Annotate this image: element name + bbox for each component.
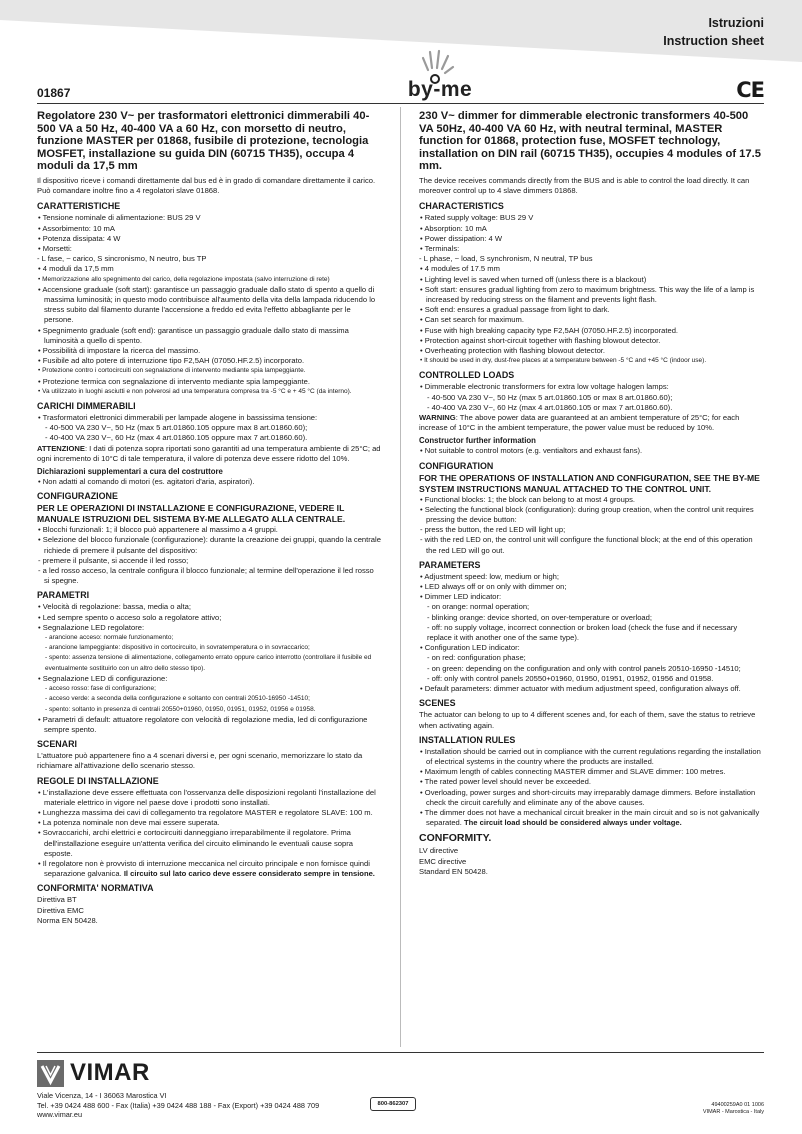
it-config-notice: PER LE OPERAZIONI DI INSTALLAZIONE E CONFIGURAZIONE, VEDERE IL MANUALE ISTRUZIONI DEL SISTEMA BY-ME ALLEGATO ALLA CENTRALE. bbox=[37, 503, 346, 525]
list-item: • Trasformatori elettronici dimmerabili per lampade alogene in bassissima tensione: bbox=[37, 413, 381, 423]
it-rules-last: Il regolatore non è provvisto di interruzione meccanica nel circuito principale e non fornisce quindi separazione galvanica. bbox=[42, 858, 370, 879]
it-rules-heading: REGOLE DI INSTALLAZIONE bbox=[37, 775, 159, 786]
toll-free-badge: 800-862307 bbox=[370, 1097, 416, 1111]
en-rules-heading: INSTALLATION RULES bbox=[419, 734, 516, 745]
list-item: • Blocchi funzionali: 1; il blocco può appartenere al massimo a 4 gruppi. bbox=[37, 525, 381, 535]
it-conformity-line: Direttiva EMC bbox=[37, 905, 84, 915]
list-item: • It should be used in dry, dust-free places at a temperature between -5 °C and +45 °C (indoor use). bbox=[419, 356, 764, 366]
en-config-list bbox=[419, 495, 764, 556]
english-column bbox=[419, 110, 764, 877]
list-item: - press the button, the red LED will light up; bbox=[419, 525, 764, 535]
en-loads-heading: CONTROLLED LOADS bbox=[419, 370, 515, 381]
list-item: • Segnalazione LED regolatore: bbox=[37, 623, 381, 633]
en-warning bbox=[419, 413, 764, 433]
it-loads-list bbox=[37, 413, 381, 444]
list-item: • Installation should be carried out in compliance with the current regulations regarding the installation of electrical systems in the country where the products are installed. bbox=[419, 747, 764, 767]
it-char-list-2 bbox=[37, 264, 381, 397]
en-conformity-line: EMC directive bbox=[419, 856, 467, 866]
en-loads-list bbox=[419, 382, 764, 413]
list-item: - spento: assenza tensione di alimentazione, collegamento errato oppure carico interrotto (controllare il fusibile ed eventualmente sostituirlo con un altro dello stesso tipo). bbox=[45, 654, 372, 672]
footer-doc-place: VIMAR - Marostica - Italy bbox=[702, 1109, 764, 1115]
list-item: • Soft start: ensures gradual lighting from zero to maximum brightness. This way the life of a lamp is increased by reducing stress on the filament and prevents light flash. bbox=[419, 285, 764, 305]
list-item: • LED always off or on only with dimmer on; bbox=[419, 582, 764, 592]
it-title: Regolatore 230 V~ per trasformatori elettronici dimmerabili 40-500 VA a 50 Hz, 40-400 VA a 60 Hz, con morsetto di neutro, funzione MASTER per 01868, fusibile di protezione, tecnologia MOSFET, installazione su guida DIN (60715 TH35), occupa 4 moduli da 17,5 mm bbox=[37, 110, 370, 173]
list-item: • Soft end: ensures a gradual passage from light to dark. bbox=[419, 305, 764, 315]
en-conformity-line: Standard EN 50428. bbox=[419, 866, 488, 876]
list-item: • Parametri di default: attuatore regolatore con velocità di regolazione media, led di configurazione sempre spento. bbox=[37, 715, 381, 735]
en-config-notice: FOR THE OPERATIONS OF INSTALLATION AND CONFIGURATION, SEE THE BY-ME SYSTEM INSTRUCTIONS MANUAL ATTACHED TO THE CONTROL UNIT. bbox=[419, 472, 760, 494]
en-intro: The device receives commands directly from the BUS and is able to control the load directly. It can moreover control up to 4 slave dimmers 01868. bbox=[419, 175, 750, 196]
list-item: - spento: soltanto in presenza di centrali 20550+01960, 01950, 01951, 01952, 01956 e 01958. bbox=[45, 705, 316, 713]
list-item: - arancione lampeggiante: dispositivo in cortocircuito, in sovratemperatura o in sovraccarico; bbox=[45, 644, 310, 652]
list-item: • Velocità di regolazione: bassa, media o alta; bbox=[37, 602, 381, 612]
list-item: • La potenza nominale non deve mai essere superata. bbox=[37, 818, 381, 828]
vimar-v-icon bbox=[37, 1060, 64, 1087]
it-rules-last-bold: Il circuito sul lato carico deve essere considerato sempre in tensione. bbox=[123, 869, 375, 879]
list-item: • Segnalazione LED di configurazione: bbox=[37, 674, 381, 684]
list-item: • Adjustment speed: low, medium or high; bbox=[419, 572, 764, 582]
list-item: • Fusibile ad alto potere di interruzione tipo F2,5AH (07050.HF.2.5) incorporato. bbox=[37, 356, 381, 366]
list-item: • Lunghezza massima dei cavi di collegamento tra regolatore MASTER e regolatore SLAVE: 100 m. bbox=[37, 808, 381, 818]
en-scenes-heading: SCENES bbox=[419, 698, 456, 709]
it-conformity-line: Direttiva BT bbox=[37, 895, 77, 905]
list-item: - off: no supply voltage, incorrect connection or broken load (check the fuse and if necessary replace it with another one of the same type). bbox=[427, 622, 738, 643]
list-item: • Led sempre spento o acceso solo a regolatore attivo; bbox=[37, 613, 381, 623]
header-titles bbox=[663, 14, 764, 50]
footer-web[interactable]: www.vimar.eu bbox=[37, 1110, 83, 1120]
it-builder-heading: Dichiarazioni supplementari a cura del costruttore bbox=[37, 467, 223, 477]
it-attention-label: ATTENZIONE bbox=[37, 443, 85, 453]
it-config-list bbox=[37, 525, 381, 586]
list-item: • Not suitable to control motors (e.g. ventialtors and exhaust fans). bbox=[419, 446, 764, 456]
footer-address-block bbox=[37, 1091, 319, 1120]
it-rules-list bbox=[37, 788, 381, 880]
list-item: • Dimmerable electronic transformers for extra low voltage halogen lamps: bbox=[419, 382, 764, 392]
list-item: • Protection against short-circuit together with flashing blowout detector. bbox=[419, 336, 764, 346]
en-params-heading: PARAMETERS bbox=[419, 559, 481, 570]
list-item: • Protezione termica con segnalazione di intervento mediante spia lampeggiante. bbox=[37, 377, 381, 387]
it-attention bbox=[37, 444, 381, 464]
en-builder-heading: Constructor further information bbox=[419, 436, 536, 446]
list-item: • Tensione nominale di alimentazione: BUS 29 V bbox=[37, 213, 381, 223]
footer-doc-code: 49400259A0 01 1006 bbox=[711, 1102, 764, 1108]
it-conformity-heading: CONFORMITA' NORMATIVA bbox=[37, 883, 154, 894]
en-title: 230 V~ dimmer for dimmerable electronic transformers 40-500 VA 50Hz, 40-400 VA 60 Hz, with neutral terminal, MASTER function for 01868, protection fuse, MOSFET technology, installation on DIN rail (60715 TH35), occupies 4 modules of 17.5 mm. bbox=[419, 110, 761, 173]
by-me-logo bbox=[390, 46, 490, 102]
list-item: • Selezione del blocco funzionale (configurazione): durante la creazione dei gruppi, quando la centrale richiede di premere il pulsante del dispositivo: bbox=[37, 535, 381, 555]
list-item: • 4 modules of 17.5 mm bbox=[419, 264, 764, 274]
en-rules-last: The dimmer does not have a mechanical circuit breaker in the main circuit and so is not galvanically separated. bbox=[424, 807, 760, 828]
list-item: - acceso rosso: fase di configurazione; bbox=[45, 685, 156, 693]
list-item: • Power dissipation: 4 W bbox=[419, 234, 764, 244]
italian-column bbox=[37, 110, 381, 926]
list-item: • Accensione graduale (soft start): garantisce un passaggio graduale dallo stato di spento a quello di massima luminosità; in questo modo contribuisce all'aumento della vita della lampada riducendo lo stress subito dal filamento durante l'accensione a freddo ed evita l'effetto abbagliante per le persone. bbox=[37, 285, 381, 326]
it-intro: Il dispositivo riceve i comandi direttamente dal bus ed è in grado di comandare direttamente il carico. Può comandare inoltre fino a 4 regolatori slave 01868. bbox=[37, 175, 376, 196]
list-item: - on green: depending on the configuration and only with control panels 20510-16950 -14510; bbox=[427, 663, 741, 673]
list-item bbox=[419, 808, 764, 828]
list-item: • Overheating protection with flashing blowout detector. bbox=[419, 346, 764, 356]
list-item: • Morsetti: bbox=[37, 244, 381, 254]
en-char-list-2 bbox=[419, 264, 764, 366]
en-warning-label: WARNING bbox=[419, 413, 456, 423]
header-en-label: Instruction sheet bbox=[663, 34, 764, 48]
list-item: • Va utilizzato in luoghi asciutti e non polverosi ad una temperatura compresa tra -5 °C e + 45 °C (da interno). bbox=[37, 387, 381, 397]
list-item: - blinking orange: device shorted, on over-temperature or overload; bbox=[427, 612, 652, 622]
footer-address: Viale Vicenza, 14 - I 36063 Marostica VI bbox=[37, 1091, 167, 1100]
list-item: • The rated power level should never be exceeded. bbox=[419, 777, 764, 787]
list-item: • Functional blocks: 1; the block can belong to at most 4 groups. bbox=[419, 495, 764, 505]
list-item: • Selecting the functional block (configuration): during group creation, when the control unit requires pressing the device button: bbox=[419, 505, 764, 525]
product-code: 01867 bbox=[37, 86, 71, 100]
vimar-mark-icon bbox=[37, 1060, 64, 1087]
en-terminals: - L phase, ~ load, S synchronism, N neutral, TP bus bbox=[419, 254, 593, 264]
list-item: • Protezione contro i cortocircuiti con segnalazione di intervento mediante spia lampeggiante. bbox=[37, 366, 381, 376]
it-params-heading: PARAMETRI bbox=[37, 590, 90, 601]
it-attention-text: : I dati di potenza sopra riportati sono garantiti ad una temperatura ambiente di 25°C; ad ogni incremento di 10°C di tale temperatura, il valore di potenza deve essere ridotto del 10%. bbox=[37, 443, 381, 463]
list-item: • Rated supply voltage: BUS 29 V bbox=[419, 213, 764, 223]
list-item: • Configuration LED indicator: bbox=[419, 643, 764, 653]
list-item: • Spegnimento graduale (soft end): garantisce un passaggio graduale dallo stato di massima luminosità a quello di spento. bbox=[37, 326, 381, 346]
list-item: • 4 moduli da 17,5 mm bbox=[37, 264, 381, 274]
list-item: - acceso verde: a seconda della configurazione e soltanto con centrali 20510-16950 -14510; bbox=[45, 695, 310, 703]
list-item: - premere il pulsante, si accende il led rosso; bbox=[37, 556, 381, 566]
it-char-list bbox=[37, 213, 381, 254]
list-item: • Absorption: 10 mA bbox=[419, 224, 764, 234]
it-terminals: - L fase, ~ carico, S sincronismo, N neutro, bus TP bbox=[37, 254, 207, 264]
ce-mark: CE bbox=[736, 78, 764, 102]
list-item: - with the red LED on, the control unit will configure the functional block; at the end of this operation the red LED will go out. bbox=[419, 535, 764, 555]
list-item: • Potenza dissipata: 4 W bbox=[37, 234, 381, 244]
list-item: • Lighting level is saved when turned off (unless there is a blackout) bbox=[419, 275, 764, 285]
list-item: • Possibilità di impostare la ricerca del massimo. bbox=[37, 346, 381, 356]
en-scenes-text: The actuator can belong to up to 4 different scenes and, for each of them, save the status to retrieve when activating again. bbox=[419, 710, 756, 730]
en-builder-list bbox=[419, 446, 764, 456]
it-config-heading: CONFIGURAZIONE bbox=[37, 491, 118, 502]
list-item: - on orange: normal operation; bbox=[427, 602, 530, 612]
en-conformity-heading: CONFORMITY. bbox=[419, 832, 492, 845]
list-item: • Memorizzazione allo spegnimento del carico, della regolazione impostata (salvo interruzione di rete) bbox=[37, 275, 381, 285]
en-char-list bbox=[419, 213, 764, 254]
footer-phones: Tel. +39 0424 488 600 - Fax (Italia) +39 0424 488 188 - Fax (Export) +39 0424 488 709 bbox=[37, 1100, 320, 1110]
list-item: • Can set search for maximum. bbox=[419, 315, 764, 325]
en-conformity-line: LV directive bbox=[419, 846, 459, 856]
en-char-heading: CHARACTERISTICS bbox=[419, 201, 504, 212]
en-config-heading: CONFIGURATION bbox=[419, 460, 494, 471]
bottom-rule bbox=[37, 1052, 764, 1053]
list-item: - arancione acceso: normale funzionamento; bbox=[45, 634, 174, 642]
list-item: • Terminals: bbox=[419, 244, 764, 254]
list-item bbox=[37, 859, 381, 879]
en-rules-last-bold: The circuit load should be considered always under voltage. bbox=[464, 818, 682, 828]
en-rules-list bbox=[419, 747, 764, 829]
top-rule bbox=[37, 103, 764, 104]
vimar-logo bbox=[37, 1059, 150, 1087]
footer-doc-info bbox=[703, 1102, 764, 1116]
en-params-list bbox=[419, 572, 764, 694]
it-scenes-text: L'attuatore può appartenere fino a 4 scenari diversi e, per ogni scenario, memorizzare lo stato da richiamare all'attivazione dello scenario stesso. bbox=[37, 751, 363, 771]
it-params-list bbox=[37, 602, 381, 735]
list-item: • Fuse with high breaking capacity type F2,5AH (07050.HF.2.5) incorporated. bbox=[419, 326, 764, 336]
en-warning-text: : The above power data are guaranteed at an ambient temperature of 25°C; for each increase of 10°C in the ambient temperature, the power value must be reduced by 10%. bbox=[419, 413, 740, 433]
header-it-label: Istruzioni bbox=[708, 16, 764, 30]
list-item: • Dimmer LED indicator: bbox=[419, 592, 764, 602]
list-item: - 40-400 VA 230 V~, 60 Hz (max 4 art.01860.105 or max 7 art.01860.60). bbox=[427, 402, 673, 412]
list-item: • Maximum length of cables connecting MASTER dimmer and SLAVE dimmer: 100 metres. bbox=[419, 767, 764, 777]
list-item: - on red: configuration phase; bbox=[427, 653, 526, 663]
list-item: • Default parameters: dimmer actuator with medium adjustment speed, configuration always off. bbox=[419, 684, 764, 694]
it-conformity-line: Norma EN 50428. bbox=[37, 915, 98, 925]
list-item: - 40-400 VA 230 V~, 60 Hz (max 4 art.01860.105 oppure max 7 art.01860.60). bbox=[45, 433, 308, 443]
list-item: - 40-500 VA 230 V~, 50 Hz (max 5 art.01860.105 or max 8 art.01860.60); bbox=[427, 392, 673, 402]
by-me-wordmark: by-me bbox=[407, 78, 473, 101]
column-separator bbox=[400, 107, 401, 1047]
list-item: • Sovraccarichi, archi elettrici e cortocircuiti danneggiano irreparabilmente il regolatore. Prima dell'installazione eseguire un'attenta verifica del circuito eliminando le eventuali cause sopra esposte. bbox=[37, 828, 381, 859]
it-builder-list bbox=[37, 477, 381, 487]
list-item: • L'installazione deve essere effettuata con l'osservanza delle disposizioni regolanti l'installazione del materiale elettrico in vigore nel paese dove i prodotti sono installati. bbox=[37, 788, 381, 808]
list-item: • Non adatti al comando di motori (es. agitatori d'aria, aspiratori). bbox=[37, 477, 381, 487]
vimar-wordmark: VIMAR bbox=[70, 1059, 150, 1086]
list-item: • Assorbimento: 10 mA bbox=[37, 224, 381, 234]
list-item: - a led rosso acceso, la centrale configura il blocco funzionale; al termine dell'operazione il led rosso si spegne. bbox=[37, 566, 381, 586]
list-item: - 40-500 VA 230 V~, 50 Hz (max 5 art.01860.105 oppure max 8 art.01860.60); bbox=[45, 423, 308, 433]
it-char-heading: CARATTERISTICHE bbox=[37, 201, 121, 212]
list-item: • Overloading, power surges and short-circuits may irreparably damage dimmers. Before installation check the circuit carefully and eliminate any of the above causes. bbox=[419, 788, 764, 808]
list-item: - off: only with control panels 20550+01960, 01950, 01951, 01952, 01956 and 01958. bbox=[427, 673, 714, 683]
it-loads-heading: CARICHI DIMMERABILI bbox=[37, 401, 136, 412]
it-scenes-heading: SCENARI bbox=[37, 739, 77, 750]
